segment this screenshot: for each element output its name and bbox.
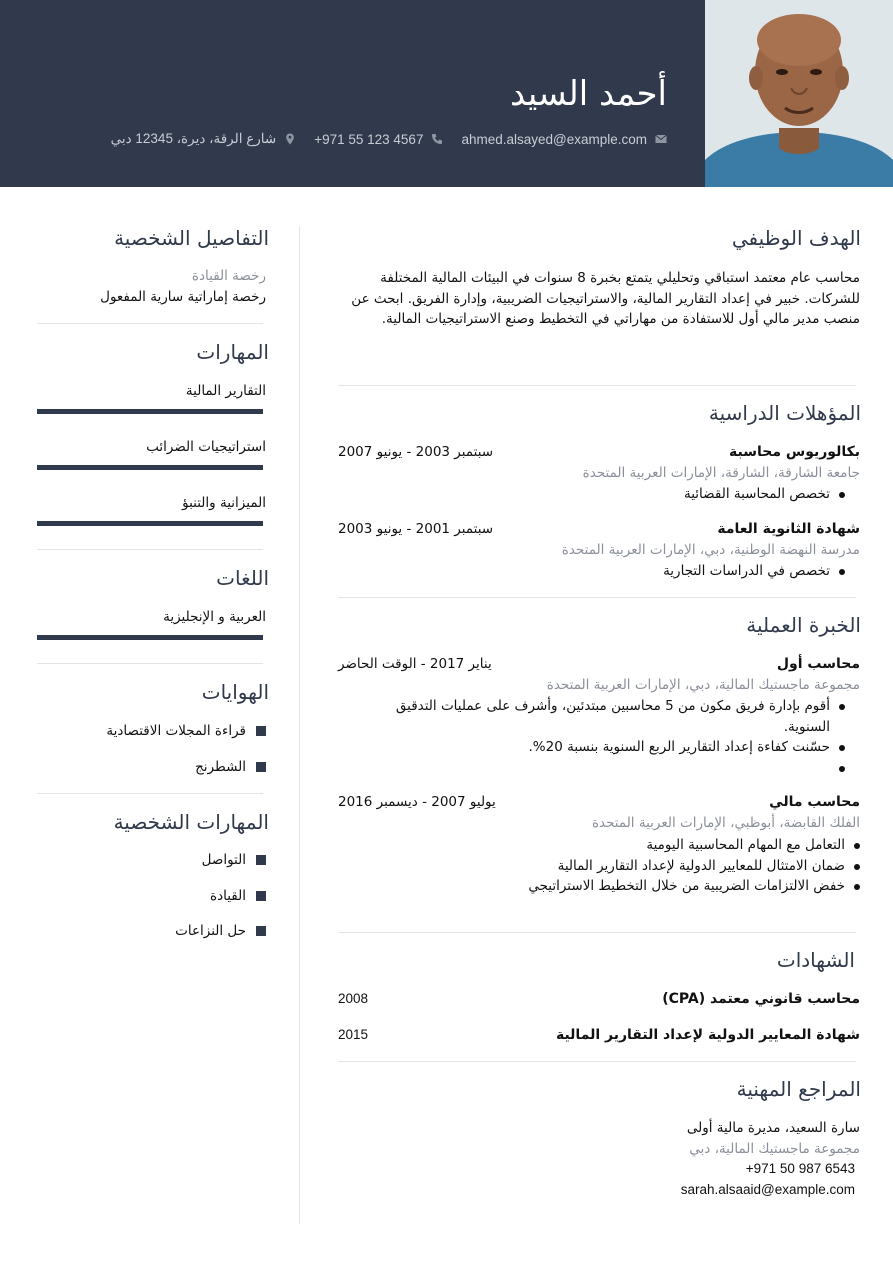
soft-skill-label: التواصل (201, 852, 246, 868)
skill-level-bar (37, 521, 263, 526)
hobby-label: الشطرنج (195, 759, 246, 775)
job-bullets (528, 835, 860, 897)
bullet-item: تخصص في الدراسات التجارية (663, 561, 845, 582)
certificate-year: 2008 (338, 991, 369, 1006)
contact-address (111, 131, 297, 147)
mail-icon (655, 133, 667, 145)
hobby-item (195, 759, 266, 775)
bullet-item: التعامل مع المهام المحاسبية اليومية (528, 835, 860, 856)
section-divider (338, 597, 856, 598)
contact-phone[interactable] (314, 131, 443, 147)
location-pin-icon (284, 133, 296, 145)
section-divider (338, 1061, 856, 1062)
reference-name: سارة السعيد، مديرة مالية أولى (686, 1120, 860, 1136)
objective-paragraph: محاسب عام معتمد استباقي وتحليلي يتمتع بخبرة 8 سنوات في البيئات المالية المختلفة للشركات. خبير في إعداد التقارير المالية، والاستراتيجيات الضريبية، وإدارة الفريق. ابحث عن منصب مدير مالي أول للاستفادة من مهاراتي في التخطيط وصنع الاستراتيجيات المالية. (351, 270, 860, 327)
header-banner (0, 0, 893, 187)
skill-level-bar (37, 465, 263, 470)
square-bullet-icon (256, 926, 266, 936)
sidebar-divider (37, 663, 263, 664)
soft-skills-heading: المهارات الشخصية (113, 810, 269, 834)
education-institution: جامعة الشارقة، الشارقة، الإمارات العربية المتحدة (582, 465, 860, 481)
certificates-heading: الشهادات (776, 948, 855, 972)
bullet-item: تخصص المحاسبة القضائية (684, 484, 845, 505)
license-value: رخصة إماراتية سارية المفعول (100, 289, 266, 305)
square-bullet-icon (256, 762, 266, 772)
email-text: ahmed.alsayed@example.com (461, 131, 647, 147)
square-bullet-icon (256, 891, 266, 901)
sidebar-divider (37, 549, 263, 550)
soft-skill-label: القيادة (210, 888, 246, 904)
soft-skill-label: حل النزاعات (175, 923, 246, 939)
certificate-title: شهادة المعايير الدولية لإعداد التقارير المالية (555, 1027, 860, 1043)
bullet-item (370, 758, 845, 779)
hobbies-heading: الهوايات (201, 680, 269, 704)
profile-photo (705, 0, 893, 187)
square-bullet-icon (256, 726, 266, 736)
certificate-title: محاسب قانوني معتمد (CPA) (662, 991, 860, 1007)
reference-phone[interactable]: +971 50 987 6543 (745, 1161, 855, 1176)
job-title: محاسب أول (776, 656, 860, 672)
job-title: محاسب مالي (769, 794, 860, 810)
job-company: الفلك القابضة، أبوظبي، الإمارات العربية المتحدة (591, 815, 860, 831)
column-divider (299, 226, 300, 1224)
skill-label: الميزانية والتنبؤ (182, 495, 266, 511)
job-company: مجموعة ماجستيك المالية، دبي، الإمارات العربية المتحدة (546, 677, 860, 693)
soft-skill-item (202, 852, 266, 868)
job-bullets (370, 696, 845, 778)
education-date: سبتمبر 2001 - يونيو 2003 (338, 521, 494, 537)
address-text: شارع الرقة، ديرة، 12345 دبي (110, 131, 277, 146)
education-institution: مدرسة النهضة الوطنية، دبي، الإمارات العربية المتحدة (561, 542, 860, 558)
languages-heading: اللغات (216, 566, 269, 590)
language-label: العربية و الإنجليزية (163, 609, 266, 625)
skill-level-bar (37, 409, 263, 414)
objective-heading: الهدف الوظيفي (731, 226, 861, 250)
soft-skill-item (175, 923, 266, 939)
phone-text: +971 55 123 4567 (314, 131, 424, 147)
sidebar-divider (37, 793, 263, 794)
education-title: شهادة الثانوية العامة (717, 521, 860, 537)
skill-label: استراتيجيات الضرائب (146, 439, 266, 455)
contact-email[interactable] (461, 131, 667, 147)
education-date: سبتمبر 2003 - يونيو 2007 (338, 444, 494, 460)
contact-row (111, 131, 667, 147)
education-heading: المؤهلات الدراسية (708, 401, 861, 425)
reference-email[interactable]: sarah.alsaaid@example.com (680, 1182, 855, 1197)
certificate-year: 2015 (338, 1027, 369, 1042)
hobby-label: قراءة المجلات الاقتصادية (106, 723, 246, 739)
references-heading: المراجع المهنية (736, 1077, 861, 1101)
phone-icon (431, 133, 443, 145)
skill-label: التقارير المالية (185, 383, 266, 399)
bullet-item: خفض الالتزامات الضريبية من خلال التخطيط الاستراتيجي (528, 876, 860, 897)
job-date: يوليو 2007 - ديسمبر 2016 (338, 794, 496, 810)
bullet-item: حسّنت كفاءة إعداد التقارير الربع السنوية بنسبة 20%. (370, 737, 845, 758)
reference-company: مجموعة ماجستيك المالية، دبي (689, 1141, 860, 1157)
skills-heading: المهارات (196, 340, 269, 364)
portrait-image (705, 0, 893, 187)
language-level-bar (37, 635, 263, 640)
experience-heading: الخبرة العملية (746, 613, 861, 637)
section-divider (338, 385, 856, 386)
license-label: رخصة القيادة (191, 268, 266, 284)
square-bullet-icon (256, 855, 266, 865)
personal-details-heading: التفاصيل الشخصية (114, 226, 269, 250)
hobby-item (106, 723, 266, 739)
bullet-item: أقوم بإدارة فريق مكون من 5 محاسبين مبتدئين، وأشرف على عمليات التدقيق السنوية. (370, 696, 845, 737)
bullet-item: ضمان الامتثال للمعايير الدولية لإعداد التقارير المالية (528, 856, 860, 877)
education-bullets (684, 484, 845, 505)
section-divider (338, 932, 856, 933)
job-date: يناير 2017 - الوقت الحاضر (338, 656, 492, 672)
education-title: بكالوريوس محاسبة (729, 444, 860, 460)
sidebar-divider (37, 323, 263, 324)
soft-skill-item (210, 888, 266, 904)
candidate-name: أحمد السيد (509, 74, 667, 114)
education-bullets (663, 561, 845, 582)
